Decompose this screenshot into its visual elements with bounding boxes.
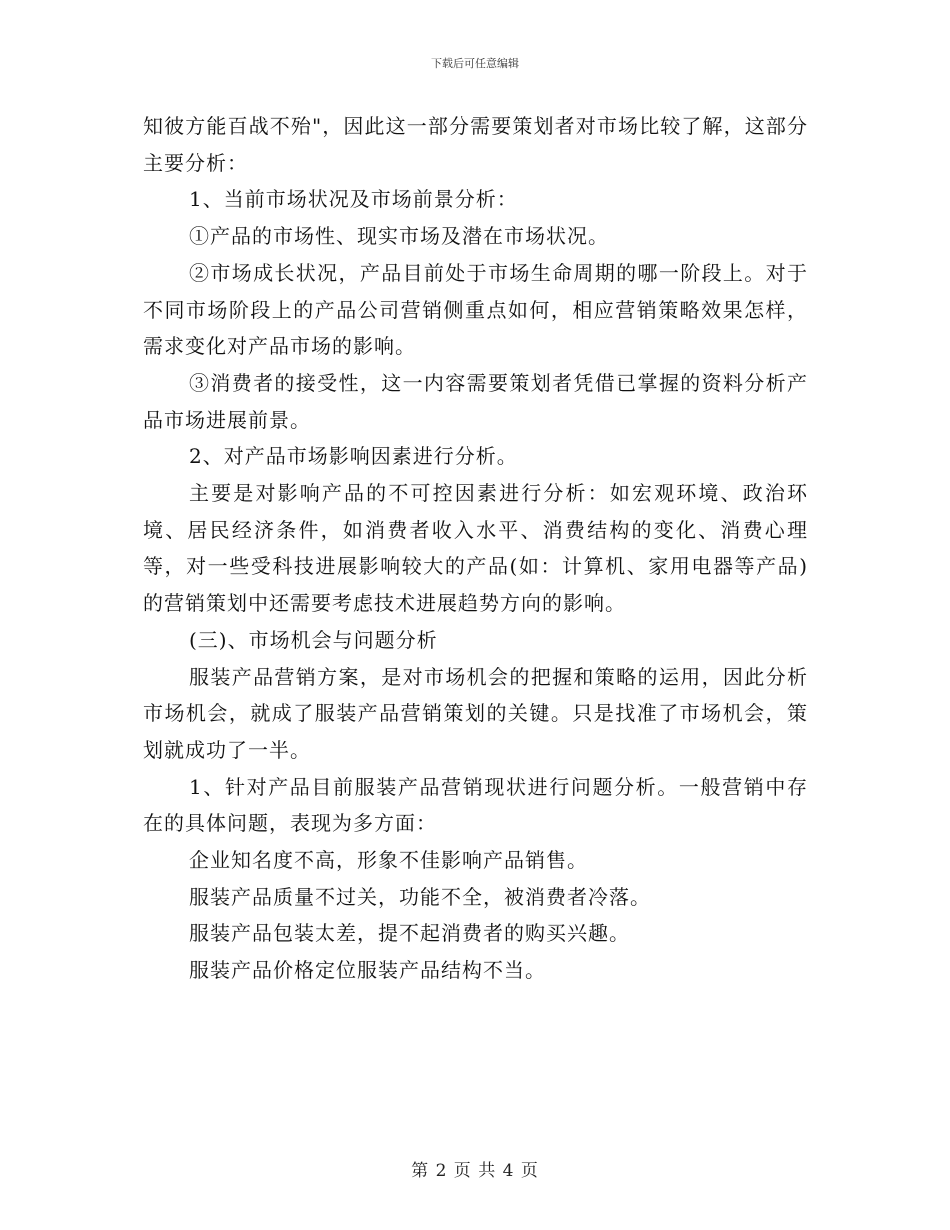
paragraph: ①产品的市场性、现实市场及潜在市场状况。 xyxy=(189,224,609,249)
paragraph: 1、当前市场状况及市场前景分析： xyxy=(189,187,518,212)
page-number: 第 2 页 共 4 页 xyxy=(411,1161,539,1181)
paragraph: 主要是对影响产品的不可控因素进行分析：如宏观环境、政治环境、居民经济条件，如消费者收入水平、消费结构的变化、消费心理等，对一些受科技进展影响较大的产品(如：计算机、家用电器等产品)的营销策划中还需要考虑技术进展趋势方向的影响。 xyxy=(143,481,808,616)
paragraph: ②市场成长状况，产品目前处于市场生命周期的哪一阶段上。对于不同市场阶段上的产品公司营销侧重点如何，相应营销策略效果怎样，需求变化对产品市场的影响。 xyxy=(143,260,808,359)
paragraph: 服装产品营销方案，是对市场机会的把握和策略的运用，因此分析市场机会，就成了服装产品营销策划的关键。只是找准了市场机会，策划就成功了一半。 xyxy=(143,664,808,762)
document-body xyxy=(143,108,808,989)
page-header-note: 下载后可任意编辑 xyxy=(431,57,519,70)
paragraph: 1、针对产品目前服装产品营销现状进行问题分析。一般营销中存在的具体问题，表现为多方面： xyxy=(143,774,808,836)
paragraph: 知彼方能百战不殆"，因此这一部分需要策划者对市场比较了解，这部分主要分析： xyxy=(143,114,808,175)
paragraph: ③消费者的接受性，这一内容需要策划者凭借已掌握的资料分析产品市场进展前景。 xyxy=(143,370,808,432)
list-item: 企业知名度不高，形象不佳影响产品销售。 xyxy=(189,848,588,873)
list-item: 服装产品包装太差，提不起消费者的购买兴趣。 xyxy=(189,921,630,946)
paragraph: 2、对产品市场影响因素进行分析。 xyxy=(189,444,518,469)
list-item: 服装产品价格定位服装产品结构不当。 xyxy=(189,958,546,983)
section-heading: (三)、市场机会与问题分析 xyxy=(189,627,438,652)
list-item: 服装产品质量不过关，功能不全，被消费者冷落。 xyxy=(189,884,651,909)
